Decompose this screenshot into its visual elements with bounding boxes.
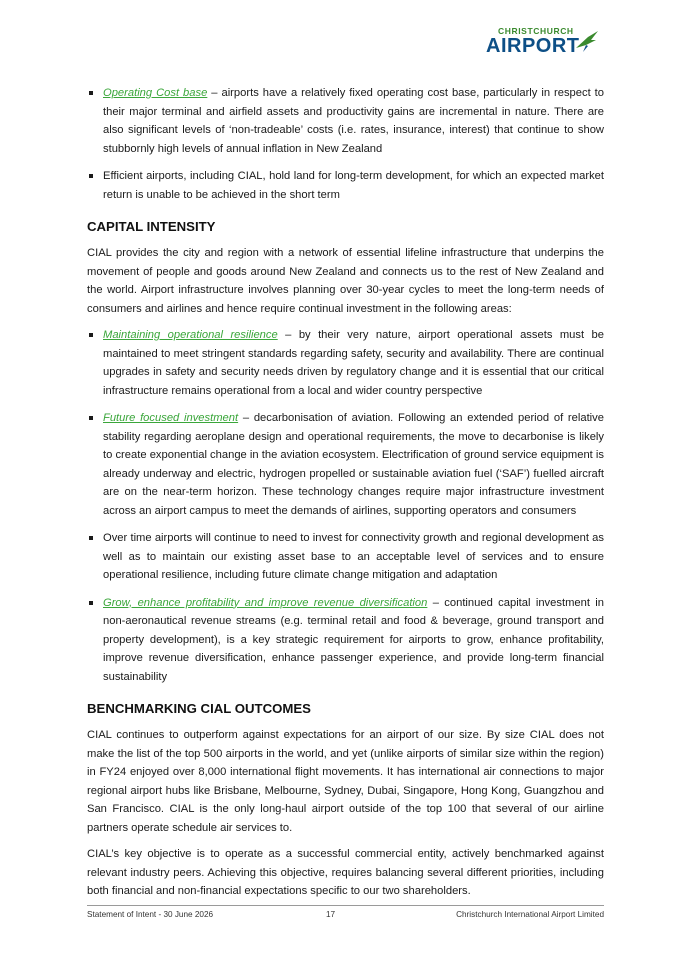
bullet-text: Efficient airports, including CIAL, hold land for long-term development, for which an expected market return is unable to be achieved in the short term — [103, 170, 604, 201]
benchmarking-heading: BENCHMARKING CIAL OUTCOMES — [87, 701, 311, 716]
christchurch-airport-logo — [486, 26, 598, 62]
footer-company-name: Christchurch International Airport Limited — [456, 910, 604, 919]
bullet-connectivity-growth — [87, 529, 604, 585]
bullet-text: Over time airports will continue to need to invest for connectivity growth and regional development as well as to maintain our existing asset base to an acceptable level of services and to ensure operational resilience, including future climate change mitigation and adaptation — [103, 532, 604, 581]
footer-page-number: 17 — [326, 910, 336, 919]
footer-divider — [87, 905, 604, 906]
benchmarking-paragraph-1: CIAL continues to outperform against expectations for an airport of our size. By size CIAL does not make the list of the top 500 airports in the world, and yet (unlike airports of similar size within the region) in FY24 enjoyed over 8,000 international flight movements. It has international air connections to major regional airport hubs like Brisbane, Melbourne, Sydney, Dubai, Singapore, Hong Kong, Guangzhou and San Francisco. CIAL is the only long-haul airport outside of the top 100 that several of our airline partners operate schedule air services to. — [87, 729, 604, 834]
revenue-diversification-link[interactable]: Grow, enhance profitability and improve revenue diversification — [103, 596, 428, 609]
capital-intensity-heading: CAPITAL INTENSITY — [87, 219, 216, 234]
bullet-future-investment — [87, 409, 604, 520]
operational-resilience-link[interactable]: Maintaining operational resilience — [103, 329, 278, 341]
bullet-operating-cost — [87, 84, 604, 158]
bullet-operational-resilience — [87, 326, 604, 400]
benchmarking-paragraph-2: CIAL’s key objective is to operate as a successful commercial entity, actively benchmarked against relevant industry peers. Achieving this objective, requires balancing several different priorities, including both financial and non-financial expectations specific to our two shareholders. — [87, 848, 604, 897]
bullet-efficient-airports — [87, 167, 604, 204]
bullet-text: – decarbonisation of aviation. Following an extended period of relative stability regarding aeroplane design and operational requirements, the move to decarbonise is likely to create exponential change in the aviation ecosystem. Electrification of ground service equipment is already underway and electric, hydrogen propelled or sustainable aviation fuel (‘SAF’) fuelled aircraft are on the near-term horizon. These technology changes require major infrastructure investment across an airport campus to meet the demands of airlines, supporting operators and consumers — [103, 412, 604, 517]
operating-cost-link[interactable]: Operating Cost base — [103, 87, 208, 99]
page-content — [87, 84, 604, 909]
bullet-text: – continued capital investment in non-aeronautical revenue streams (e.g. terminal retail and food & beverage, ground transport and property development), is a key strategic requirement for airports to grow, enhance profitability, improve revenue diversification, enhance passenger experience, and provide long-term financial sustainability — [103, 596, 604, 683]
capital-intensity-intro: CIAL provides the city and region with a network of essential lifeline infrastructure that underpins the movement of people and goods around New Zealand and connects us to the rest of New Zealand and the world. Airport infrastructure involves planning over 30-year cycles to meet the long-term needs of consumers and airlines and hence require continual investment in the following areas: — [87, 247, 604, 315]
bullet-text: – airports have a relatively fixed operating cost base, particularly in respect to their major terminal and airfield assets and productivity gains are incremental in nature. There are also significant levels of ‘non-tradeable’ costs (i.e. rates, insurance, interest) that continue to show stubbornly high levels of annual inflation in New Zealand — [103, 87, 604, 155]
logo-top-text: CHRISTCHURCH — [498, 26, 574, 36]
future-investment-link[interactable]: Future focused investment — [103, 412, 239, 424]
bullet-revenue-diversification — [87, 594, 604, 687]
footer-document-title: Statement of Intent - 30 June 2026 — [87, 910, 214, 919]
bullet-text: – by their very nature, airport operational assets must be maintained to meet stringent standards regarding safety, security and availability. There are continual upgrades in safety and security needs driven by regulatory change and it is essential that our critical infrastructure remains operational from a local and wider country perspective — [103, 329, 604, 397]
logo-main-text: AIRPORT — [486, 35, 580, 57]
bird-icon — [574, 28, 600, 54]
